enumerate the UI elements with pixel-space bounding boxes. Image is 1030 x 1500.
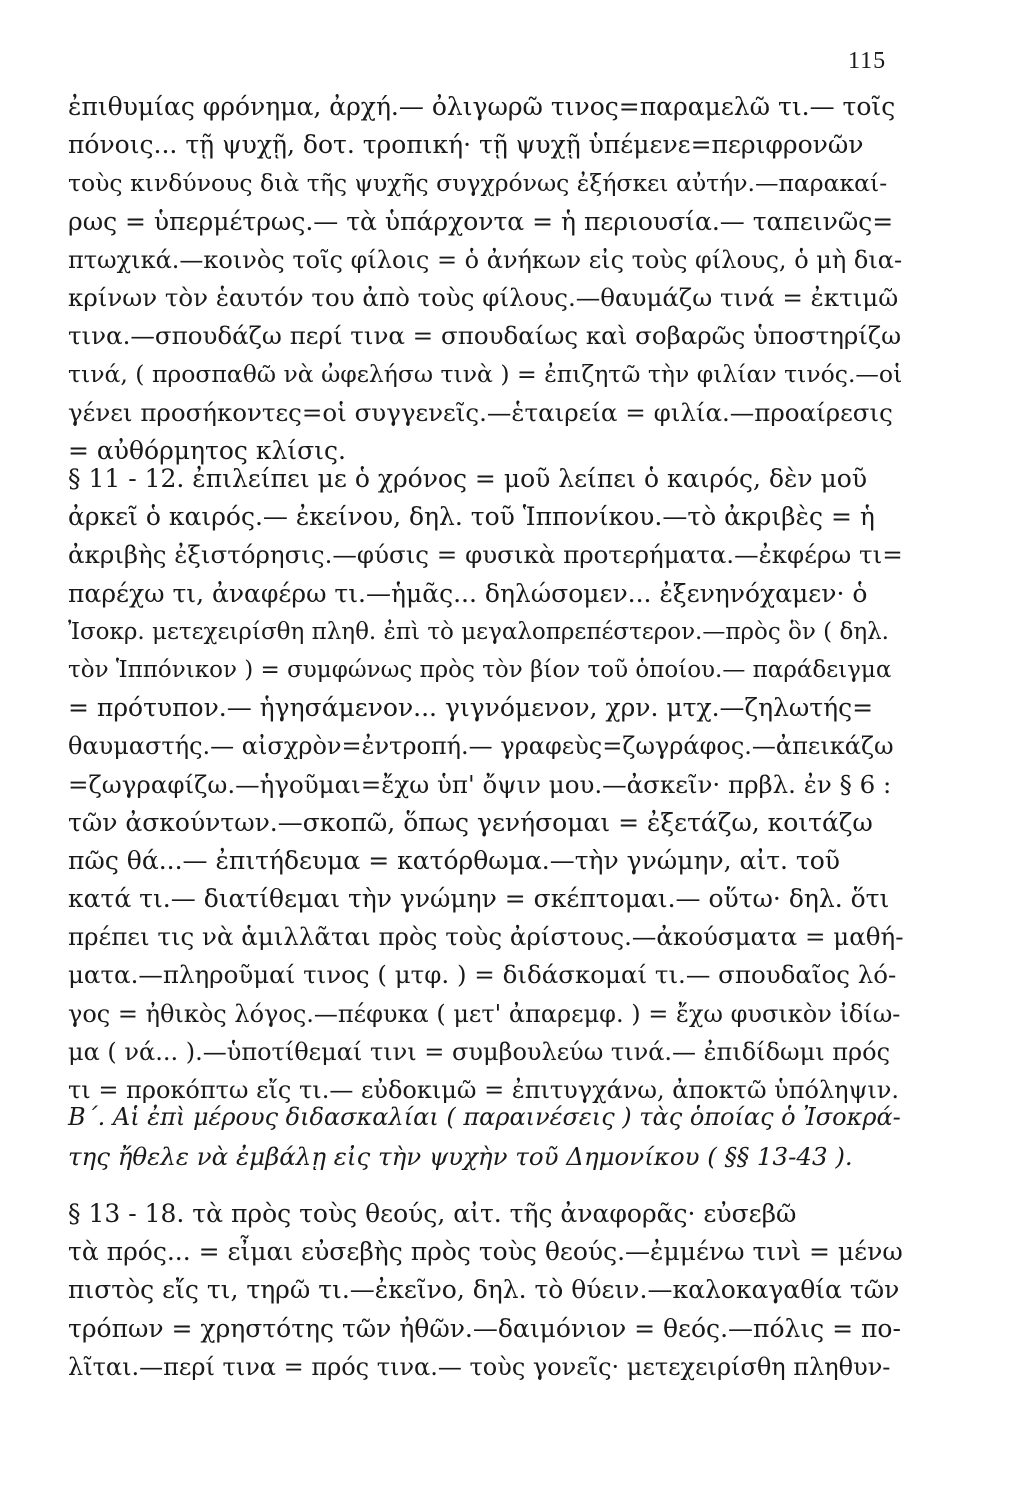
text-line: πῶς θά...— ἐπιτήδευμα = κατόρθωμα.—τὴν γνώμην, αἰτ. τοῦ xyxy=(68,845,840,875)
text-line: πτωχικά.—κοινὸς τοῖς φίλοις = ὁ ἀνήκων εἰς τοὺς φίλους, ὁ μὴ δια- xyxy=(68,245,903,274)
text-line: θαυμαστής.— αἰσχρὸν=ἐντροπή.— γραφεὺς=ζωγράφος.—ἀπεικάζω xyxy=(68,732,894,761)
text-line: ρως = ὑπερμέτρως.— τὰ ὑπάρχοντα = ἡ περιουσία.— ταπεινῶς= xyxy=(68,206,894,236)
text-line: Ἰσοκρ. μετεχειρίσθη πληθ. ἐπὶ τὸ μεγαλοπρεπέστερον.—πρὸς ὃν ( δηλ. xyxy=(68,618,889,645)
text-line: τινα.—σπουδάζω περί τινα = σπουδαίως καὶ σοβαρῶς ὑποστηρίζω xyxy=(68,321,902,351)
heading-line: Β΄. Αἱ ἐπὶ μέρους διδασκαλίαι ( παραινέσεις ) τὰς ὁποίας ὁ Ἰσοκρά- xyxy=(68,1103,901,1131)
text-line: τὰ πρός... = εἶμαι εὐσεβὴς πρὸς τοὺς θεούς.—ἐμμένω τινὶ = μένω xyxy=(68,1237,903,1267)
text-line: παρέχω τι, ἀναφέρω τι.—ἡμᾶς... δηλώσομεν... ἐξενηνόχαμεν· ὁ xyxy=(68,578,868,608)
section-heading-b xyxy=(68,1097,903,1177)
text-line: ματα.—πληροῦμαί τινος ( μτφ. ) = διδάσκομαί τι.— σπουδαῖος λό- xyxy=(68,960,897,990)
text-line: ἐπιθυμίας φρόνημα, ἀρχή.— ὀλιγωρῶ τινος=παραμελῶ τι.— τοῖς xyxy=(68,92,896,121)
text-line: πόνοις... τῇ ψυχῇ, δοτ. τροπική· τῇ ψυχῇ ὑπέμενε=περιφρονῶν xyxy=(68,130,864,160)
glossary-paragraph-1 xyxy=(68,88,903,470)
text-line: τῶν ἀσκούντων.—σκοπῶ, ὅπως γενήσομαι = ἐξετάζω, κοιτάζω xyxy=(68,807,873,837)
text-line: πιστὸς εἴς τι, τηρῶ τι.—ἐκεῖνο, δηλ. τὸ θύειν.—καλοκαγαθία τῶν xyxy=(68,1275,900,1305)
text-line: μα ( νά... ).—ὑποτίθεμαί τινι = συμβουλεύω τινά.— ἐπιδίδωμι πρός xyxy=(68,1037,891,1066)
text-line: κατά τι.— διατίθεμαι τὴν γνώμην = σκέπτομαι.— οὕτω· δηλ. ὅτι xyxy=(68,884,890,914)
heading-line: της ἤθελε νὰ ἐμβάλῃ εἰς τὴν ψυχὴν τοῦ Δημονίκου ( §§ 13-43 ). xyxy=(68,1142,853,1171)
text-line: γένει προσήκοντες=οἱ συγγενεῖς.—ἑταιρεία = φιλία.—προαίρεσις xyxy=(68,397,893,427)
text-line: κρίνων τὸν ἑαυτόν του ἀπὸ τοὺς φίλους.—θαυμάζω τινά = ἐκτιμῶ xyxy=(68,282,899,312)
text-line: τι = προκόπτω εἴς τι.— εὐδοκιμῶ = ἐπιτυγχάνω, ἀποκτῶ ὑπόληψιν. xyxy=(68,1076,900,1104)
page-number: 115 xyxy=(848,48,887,74)
text-line: = αὐθόρμητος κλίσις. xyxy=(68,435,346,465)
text-line: § 13 - 18. τὰ πρὸς τοὺς θεούς, αἰτ. τῆς ἀναφορᾶς· εὐσεβῶ xyxy=(68,1199,797,1228)
text-line: =ζωγραφίζω.—ἡγοῦμαι=ἔχω ὑπ' ὄψιν μου.—ἀσκεῖν· πρβλ. ἐν § 6 : xyxy=(68,769,892,799)
text-line: τοὺς κινδύνους διὰ τῆς ψυχῆς συγχρόνως ἐξήσκει αὐτήν.—παρακαί- xyxy=(68,169,888,198)
glossary-paragraph-2 xyxy=(68,460,903,1109)
text-line: πρέπει τις νὰ ἁμιλλᾶται πρὸς τοὺς ἀρίστους.—ἀκούσματα = μαθή- xyxy=(68,922,904,952)
text-line: τὸν Ἱππόνικον ) = συμφώνως πρὸς τὸν βίον τοῦ ὁποίου.— παράδειγμα xyxy=(68,656,892,683)
text-line: τρόπων = χρηστότης τῶν ἠθῶν.—δαιμόνιον = θεός.—πόλις = πο- xyxy=(68,1313,901,1343)
text-line: λῖται.—περί τινα = πρός τινα.— τοὺς γονεῖς· μετεχειρίσθη πληθυν- xyxy=(68,1352,891,1381)
text-line: ἀκριβὴς ἐξιστόρησις.—φύσις = φυσικὰ προτερήματα.—ἐκφέρω τι= xyxy=(68,540,903,570)
text-line: ἀρκεῖ ὁ καιρός.— ἐκείνου, δηλ. τοῦ Ἱππονίκου.—τὸ ἀκριβὲς = ἡ xyxy=(68,502,875,532)
text-line: § 11 - 12. ἐπιλείπει με ὁ χρόνος = μοῦ λείπει ὁ καιρός, δὲν μοῦ xyxy=(68,464,868,493)
text-line: γος = ἠθικὸς λόγος.—πέφυκα ( μετ' ἀπαρεμφ. ) = ἔχω φυσικὸν ἰδίω- xyxy=(68,999,901,1028)
text-line: τινά, ( προσπαθῶ νὰ ὠφελήσω τινὰ ) = ἐπιζητῶ τὴν φιλίαν τινός.—οἱ xyxy=(68,360,903,389)
text-line: = πρότυπον.— ἡγησάμενον... γιγνόμενον, χρν. μτχ.—ζηλωτής= xyxy=(68,693,874,723)
glossary-paragraph-3 xyxy=(68,1195,903,1386)
